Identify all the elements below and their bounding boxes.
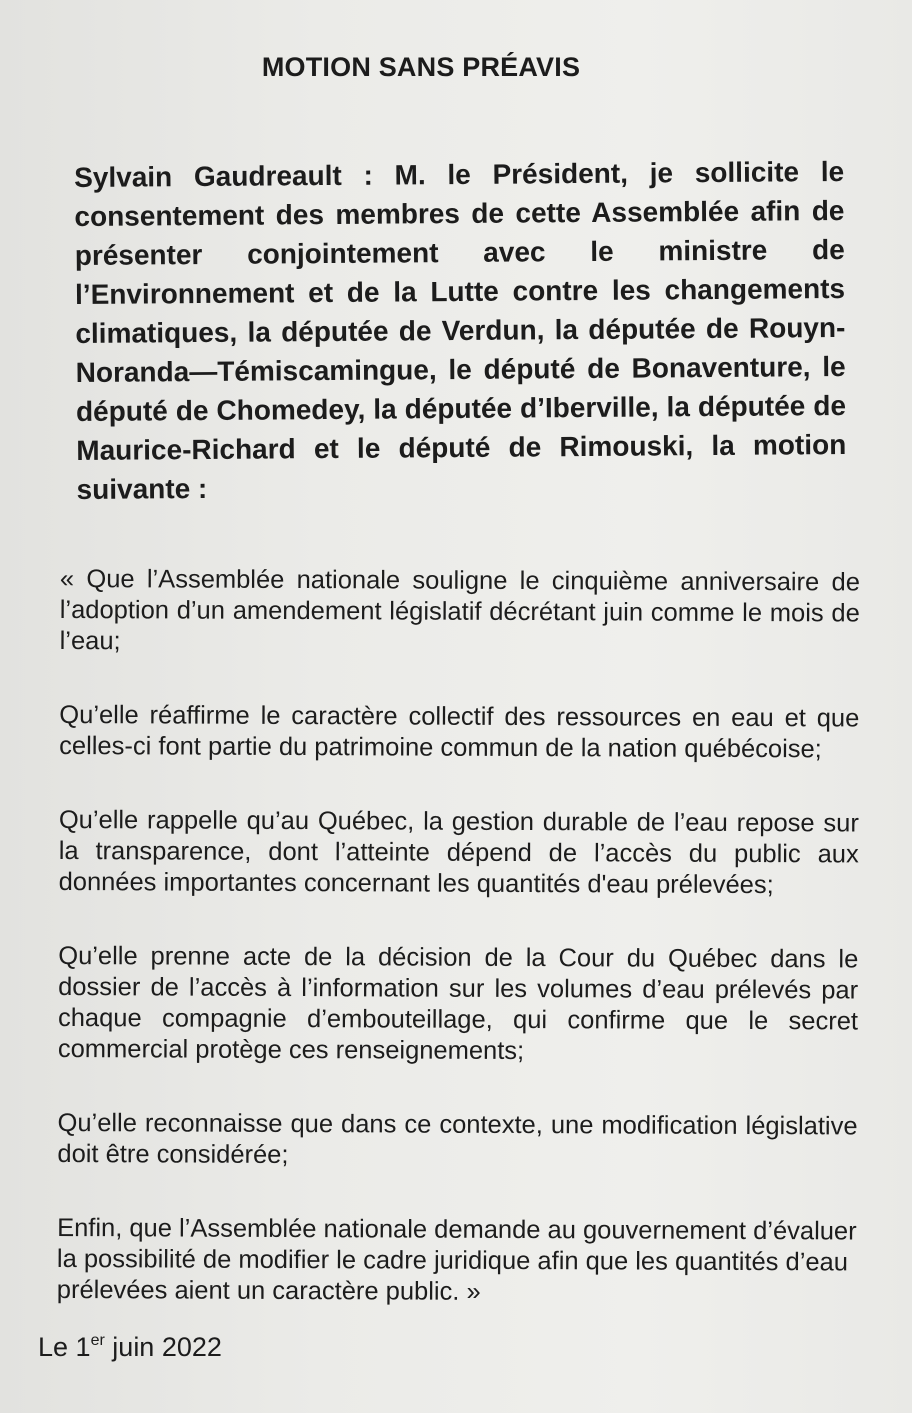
document-title: MOTION SANS PRÉAVIS [261,52,581,82]
motion-paragraph-6: Enfin, que l’Assemblée nationale demande au gouvernement d’évaluer la possibilité de modifier le cadre juridique afin que les quantités d’eau prélevées aient un caractère public. » [56,1213,857,1306]
date-suffix: juin 2022 [104,1332,222,1362]
motion-paragraph-4: Qu’elle prenne acte de la décision de la Cour du Québec dans le dossier de l’accès à l’information sur les volumes d’eau prélevés par chaque compagnie d’embouteillage, qui confirme que le secret commercial protège ces renseignements; [57,941,859,1066]
motion-paragraph-5: Qu’elle reconnaisse que dans ce contexte, une modification législative doit être considérée; [57,1108,858,1170]
motion-paragraph-2: Qu’elle réaffirme le caractère collectif des ressources en eau et que celles-ci font partie du patrimoine commun de la nation québécoise; [59,700,860,764]
date-prefix: Le 1 [38,1332,91,1362]
motion-text [57,564,860,1309]
document-date [38,1332,222,1363]
motion-paragraph-3: Qu’elle rappelle qu’au Québec, la gestion durable de l’eau repose sur la transparence, dont l’atteinte dépend de l’accès du public aux données importantes concernant les quantités d'eau prélevées; [58,805,859,900]
date-superscript: er [90,1332,105,1349]
intro-paragraph: Sylvain Gaudreault : M. le Président, je sollicite le consentement des membres de cette Assemblée afin de présenter conjointement avec le ministre de l’Environnement et de la Lutte contre les changements climatiques, la députée de Verdun, la députée de Rouyn-Noranda—Témiscamingue, le député de Bonaventure, le député de Chomedey, la députée d’Iberville, la députée de Maurice-Richard et le député de Rimouski, la motion suivante : [74,155,847,505]
motion-paragraph-1: « Que l’Assemblée nationale souligne le cinquième anniversaire de l’adoption d’un amendement législatif décrétant juin comme le mois de l’eau; [59,565,860,656]
